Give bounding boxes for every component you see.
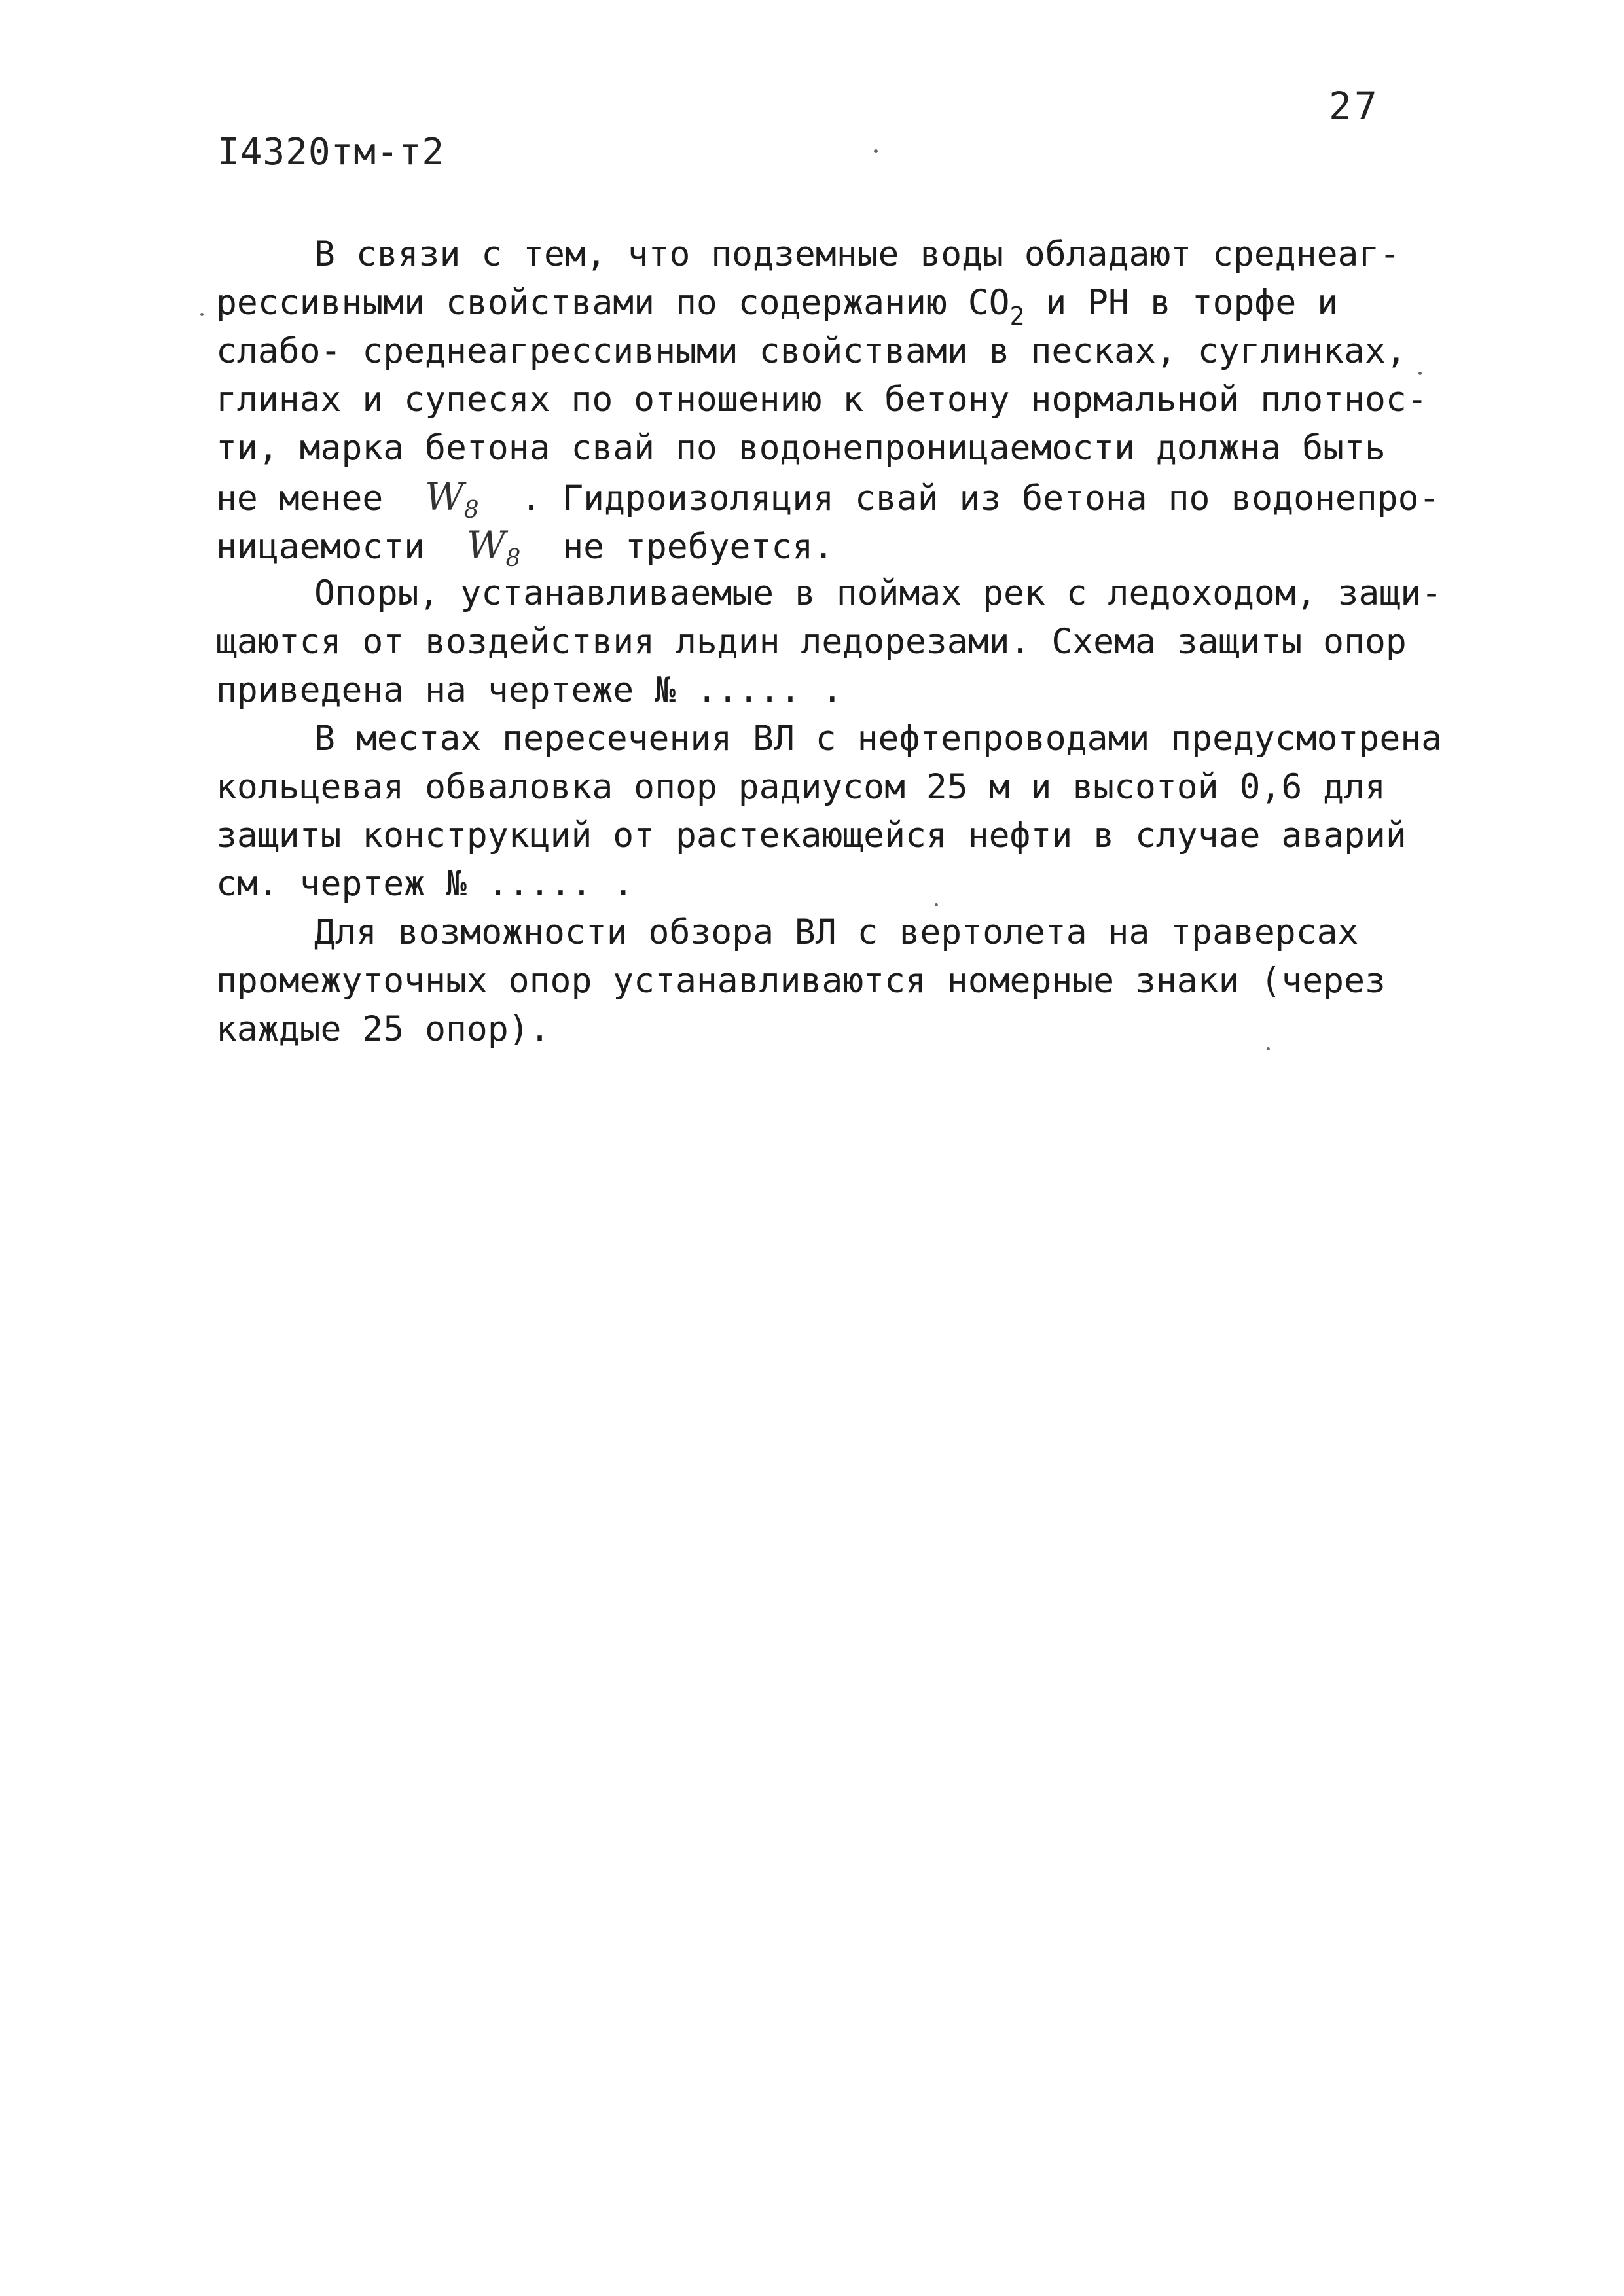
text-fragment: не менее bbox=[216, 478, 425, 518]
scan-speck bbox=[935, 903, 938, 906]
text-fragment: . Гидроизоляция свай из бетона по водонепро- bbox=[478, 478, 1440, 518]
text-line: приведена на чертеже № ..... . bbox=[216, 670, 843, 710]
text-line bbox=[216, 473, 1460, 524]
text-line: промежуточных опор устанавливаются номерные знаки (через bbox=[216, 961, 1386, 1001]
text-fragment: ницаемости bbox=[216, 527, 467, 567]
text-line: защиты конструкций от растекающейся нефти в случае аварий bbox=[216, 816, 1407, 855]
text-line: Для возможности обзора ВЛ с вертолета на траверсах bbox=[314, 912, 1359, 952]
text-line: ти, марка бетона свай по водонепроницаемости должна быть bbox=[216, 428, 1386, 468]
body-text bbox=[216, 230, 1460, 1054]
scan-speck bbox=[1267, 1047, 1270, 1050]
scan-speck bbox=[874, 149, 878, 153]
text-line: щаются от воздействия льдин ледорезами. Схема защиты опор bbox=[216, 622, 1407, 662]
text-line: каждые 25 опор). bbox=[216, 1009, 550, 1049]
scan-speck bbox=[200, 313, 204, 316]
document-code: I4320тм-т2 bbox=[217, 131, 445, 173]
handwritten-letter: W bbox=[425, 475, 464, 519]
text-line: см. чертеж № ..... . bbox=[216, 864, 634, 904]
handwritten-w8 bbox=[425, 473, 479, 527]
handwritten-subscript: 8 bbox=[505, 545, 521, 572]
subscript-2: 2 bbox=[1009, 302, 1025, 331]
scan-speck bbox=[1418, 372, 1422, 375]
text-line: кольцевая обваловка опор радиусом 25 м и высотой 0,6 для bbox=[216, 767, 1386, 807]
text-line bbox=[216, 279, 1460, 331]
text-line bbox=[216, 521, 1460, 572]
text-line: В местах пересечения ВЛ с нефтепроводами предусмотрена bbox=[314, 719, 1443, 759]
handwritten-subscript: 8 bbox=[463, 497, 479, 524]
text-fragment: рессивными свойствами по содержанию CO bbox=[216, 283, 1010, 323]
text-line: В связи с тем, что подземные воды обладают среднеаг- bbox=[314, 234, 1401, 274]
handwritten-w8 bbox=[467, 521, 521, 575]
text-fragment: не требуется. bbox=[520, 527, 835, 567]
text-fragment: и PH в торфе и bbox=[1024, 283, 1339, 323]
text-line: Опоры, устанавливаемые в поймах рек с ледоходом, защи- bbox=[314, 573, 1443, 613]
page-number: 27 bbox=[1329, 84, 1380, 128]
handwritten-letter: W bbox=[466, 523, 506, 567]
text-line: слабо- среднеагрессивными свойствами в песках, суглинках, bbox=[216, 331, 1407, 371]
text-line: глинах и супесях по отношению к бетону нормальной плотнос- bbox=[216, 380, 1428, 420]
